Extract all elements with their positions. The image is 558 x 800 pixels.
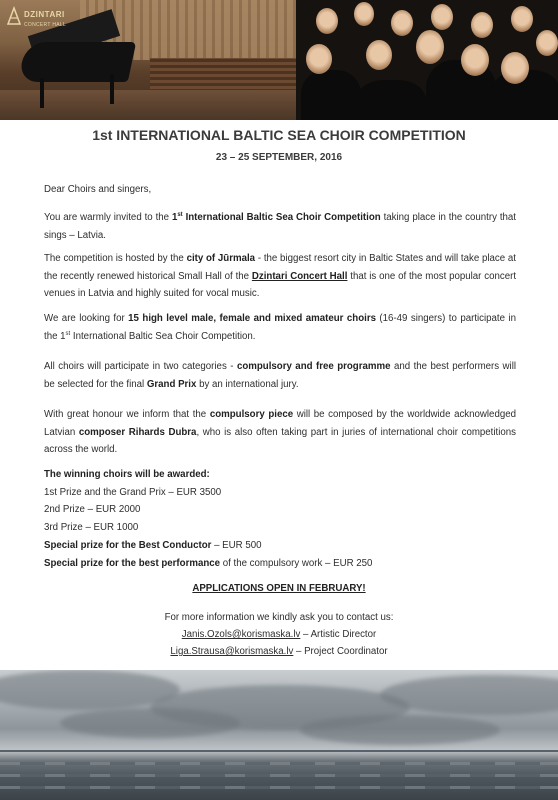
choir-photo bbox=[296, 0, 558, 120]
header-banner bbox=[0, 0, 558, 120]
paragraph-looking-for: We are looking for 15 high level male, female and mixed amateur choirs (16-49 singers) to participate in the 1st International Baltic Sea Choir Competition. bbox=[44, 313, 517, 342]
email-link-janis[interactable]: Janis.Ozols@korismaska.lv bbox=[181, 629, 301, 640]
prizes-heading: The winning choirs will be awarded: bbox=[44, 469, 210, 480]
paragraph-categories: All choirs will participate in two categories - compulsory and free programme and the best performers will be selected for the final Grand Prix by an international jury. bbox=[44, 361, 516, 390]
contact-artistic-director: Janis.Ozols@korismaska.lv – Artistic Director bbox=[181, 629, 377, 640]
concert-hall-photo bbox=[0, 0, 296, 120]
event-dates: 23 – 25 SEPTEMBER, 2016 bbox=[215, 152, 343, 163]
prize-item: 1st Prize and the Grand Prix – EUR 3500 bbox=[44, 486, 222, 498]
prize-item: 2nd Prize – EUR 2000 bbox=[44, 504, 141, 515]
contact-project-coordinator: Liga.Strausa@korismaska.lv – Project Coordinator bbox=[170, 646, 388, 657]
greeting: Dear Choirs and singers, bbox=[44, 184, 152, 195]
prizes-section bbox=[44, 466, 516, 536]
dzintari-logo: DZINTARI CONCERT HALL bbox=[6, 4, 68, 32]
email-link-liga[interactable]: Liga.Strausa@korismaska.lv bbox=[170, 646, 294, 657]
page-title: 1st INTERNATIONAL BALTIC SEA CHOIR COMPETITION bbox=[92, 127, 466, 143]
sea-photo bbox=[0, 670, 558, 800]
applications-notice: APPLICATIONS OPEN IN FEBRUARY! bbox=[192, 583, 366, 594]
special-prizes bbox=[44, 537, 516, 572]
special-prize-performance: Special prize for the best performance of the compulsory work – EUR 250 bbox=[44, 557, 373, 569]
special-prize-conductor: Special prize for the Best Conductor – EUR 500 bbox=[44, 540, 262, 551]
more-info-text: For more information we kindly ask you to contact us: bbox=[164, 612, 394, 623]
dzintari-concert-hall-link[interactable]: Dzintari Concert Hall bbox=[251, 270, 348, 282]
paragraph-invitation: You are warmly invited to the 1st International Baltic Sea Choir Competition taking place in the country that sings – Latvia. bbox=[44, 211, 516, 241]
paragraph-composer: With great honour we inform that the compulsory piece will be composed by the worldwide acknowledged Latvian composer Rihards Dubra, who is also often taking part in juries of international choir competitions across the world. bbox=[44, 409, 517, 455]
paragraph-venue: The competition is hosted by the city of Jūrmala - the biggest resort city in Baltic States and will take place at the recently renewed historical Small Hall of the Dzintari Concert Hall that is one of the most popular concert venues in Latvia and highly suited for vocal music. bbox=[44, 253, 517, 299]
prize-item: 3rd Prize – EUR 1000 bbox=[44, 521, 139, 533]
